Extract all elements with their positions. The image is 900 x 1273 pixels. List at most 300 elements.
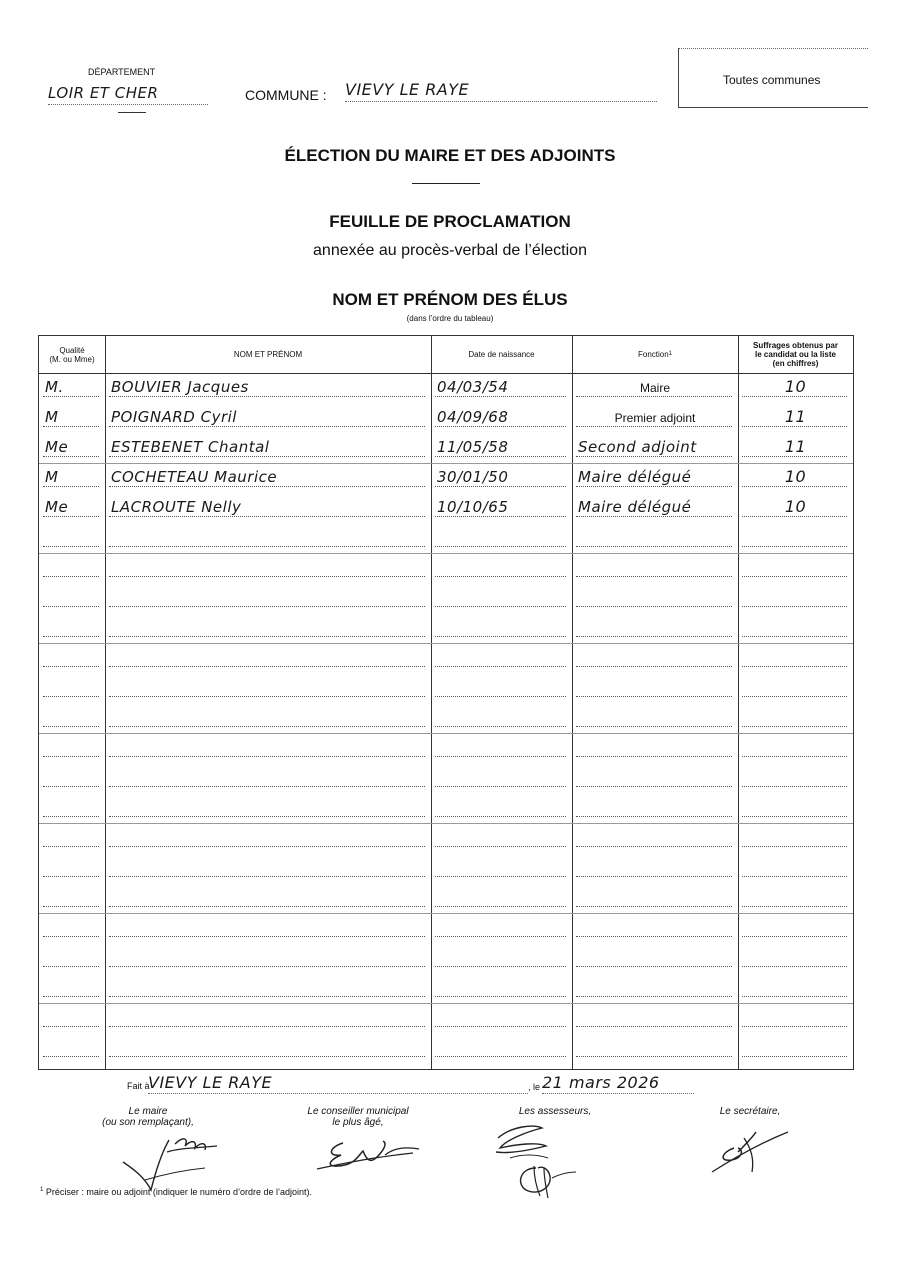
cell-fonction <box>572 1005 738 1031</box>
cell-qualite <box>39 555 105 581</box>
cell-fonction <box>572 615 738 641</box>
dotted-line <box>742 876 847 877</box>
footnote-number: 1 <box>40 1187 44 1193</box>
dotted-line <box>109 636 425 637</box>
dotted-line <box>109 876 425 877</box>
cell-fonction <box>572 705 738 731</box>
cell-fonction <box>572 435 738 461</box>
signature-conseiller-line2: le plus âgé, <box>332 1117 384 1128</box>
header-fonction <box>572 336 738 373</box>
dotted-line <box>435 606 566 607</box>
cell-fonction <box>572 1035 738 1061</box>
cell-qualite-value: M <box>45 408 59 426</box>
header-suffrages <box>738 336 853 373</box>
cell-nom <box>105 885 431 911</box>
cell-qualite <box>39 435 105 461</box>
table-row <box>39 493 853 523</box>
table-row-empty <box>39 1033 853 1063</box>
dotted-line <box>43 576 99 577</box>
table-row-empty <box>39 853 853 883</box>
table-row-empty <box>39 643 853 673</box>
dotted-line <box>109 786 425 787</box>
cell-suffrages-value: 10 <box>784 467 807 486</box>
cell-date <box>431 615 572 641</box>
dotted-line <box>742 1026 847 1027</box>
dotted-line <box>742 906 847 907</box>
cell-date <box>431 525 572 551</box>
cell-suffrages <box>738 645 853 671</box>
cell-suffrages-value: 10 <box>784 377 807 396</box>
cell-fonction <box>572 465 738 491</box>
cell-suffrages <box>738 495 853 521</box>
dotted-line <box>576 966 732 967</box>
table-row-empty <box>39 943 853 973</box>
cell-date <box>431 765 572 791</box>
cell-suffrages <box>738 1005 853 1031</box>
cell-nom <box>105 435 431 461</box>
dotted-line <box>109 426 425 427</box>
dotted-line <box>109 1056 425 1057</box>
footnote <box>40 1187 312 1197</box>
cell-qualite <box>39 885 105 911</box>
dotted-line <box>43 936 99 937</box>
dotted-line <box>109 996 425 997</box>
cell-suffrages <box>738 855 853 881</box>
table-row <box>39 463 853 493</box>
cell-nom <box>105 405 431 431</box>
dotted-line <box>435 846 566 847</box>
dotted-line <box>576 606 732 607</box>
dotted-line <box>435 666 566 667</box>
dotted-line <box>576 816 732 817</box>
cell-nom <box>105 975 431 1001</box>
cell-date <box>431 1005 572 1031</box>
table-row-empty <box>39 523 853 554</box>
dotted-line <box>109 516 425 517</box>
cell-date-value: 04/09/68 <box>437 408 509 426</box>
signature-secretaire-icon <box>708 1128 793 1178</box>
dotted-line <box>435 756 566 757</box>
cell-nom <box>105 585 431 611</box>
cell-fonction <box>572 405 738 431</box>
cell-date <box>431 795 572 821</box>
cell-qualite <box>39 525 105 551</box>
dotted-line <box>576 636 732 637</box>
dotted-line <box>576 1056 732 1057</box>
cell-nom-value: COCHETEAU Maurice <box>111 468 278 486</box>
signature-assesseur-icon <box>488 1118 578 1203</box>
dotted-line <box>43 426 99 427</box>
cell-nom <box>105 765 431 791</box>
cell-suffrages <box>738 735 853 761</box>
cell-suffrages <box>738 525 853 551</box>
cell-suffrages <box>738 615 853 641</box>
cell-date <box>431 975 572 1001</box>
table-row-empty <box>39 823 853 853</box>
cell-date <box>431 585 572 611</box>
dotted-line <box>742 936 847 937</box>
cell-suffrages <box>738 465 853 491</box>
cell-date <box>431 1035 572 1061</box>
cell-nom-value: ESTEBENET Chantal <box>111 438 270 456</box>
cell-qualite <box>39 495 105 521</box>
dotted-line <box>742 546 847 547</box>
cell-fonction <box>572 525 738 551</box>
dotted-line <box>109 756 425 757</box>
table-row-empty <box>39 583 853 613</box>
elus-table <box>38 335 854 1070</box>
dotted-line <box>435 996 566 997</box>
dotted-line <box>742 846 847 847</box>
cell-fonction <box>572 555 738 581</box>
dotted-line <box>576 876 732 877</box>
subtitle-annexee: annexée au procès-verbal de l’élection <box>313 242 587 259</box>
le-value: 21 mars 2026 <box>542 1073 694 1094</box>
cell-nom <box>105 735 431 761</box>
dotted-line <box>435 1056 566 1057</box>
dotted-line <box>109 1026 425 1027</box>
dotted-line <box>435 516 566 517</box>
dotted-line <box>435 456 566 457</box>
cell-fonction-value: Maire <box>639 381 670 395</box>
dotted-line <box>43 456 99 457</box>
cell-date <box>431 855 572 881</box>
header-nom: NOM ET PRÉNOM <box>233 350 303 359</box>
table-row <box>39 403 853 433</box>
cell-suffrages-value: 10 <box>784 497 807 516</box>
cell-suffrages <box>738 975 853 1001</box>
dotted-line <box>576 786 732 787</box>
cell-qualite <box>39 675 105 701</box>
table-row-empty <box>39 1003 853 1033</box>
commune-label: COMMUNE : <box>245 87 327 103</box>
cell-suffrages <box>738 675 853 701</box>
dotted-line <box>742 576 847 577</box>
cell-qualite-value: M <box>45 468 59 486</box>
cell-nom <box>105 705 431 731</box>
cell-nom <box>105 945 431 971</box>
table-row-empty <box>39 613 853 644</box>
cell-suffrages <box>738 585 853 611</box>
cell-qualite <box>39 915 105 941</box>
cell-qualite <box>39 705 105 731</box>
cell-suffrages <box>738 885 853 911</box>
table-row-empty <box>39 973 853 1004</box>
dotted-line <box>742 636 847 637</box>
cell-suffrages <box>738 405 853 431</box>
cell-qualite <box>39 945 105 971</box>
dotted-line <box>109 906 425 907</box>
cell-nom <box>105 1035 431 1061</box>
cell-nom-value: POIGNARD Cyril <box>111 408 237 426</box>
cell-qualite <box>39 795 105 821</box>
cell-qualite <box>39 375 105 401</box>
header-suffrages-line1: Suffrages obtenus par <box>753 341 838 350</box>
dotted-line <box>742 396 847 397</box>
footnote-text: Préciser : maire ou adjoint (indiquer le numéro d’ordre de l’adjoint). <box>45 1187 312 1197</box>
table-row <box>39 373 853 403</box>
fait-value: VIEVY LE RAYE <box>148 1073 528 1094</box>
dotted-line <box>576 1026 732 1027</box>
cell-nom <box>105 915 431 941</box>
cell-fonction <box>572 915 738 941</box>
cell-fonction <box>572 975 738 1001</box>
le-label: , le <box>528 1082 541 1092</box>
dotted-line <box>742 516 847 517</box>
dotted-line <box>43 966 99 967</box>
cell-nom <box>105 495 431 521</box>
table-row-empty <box>39 883 853 914</box>
dotted-line <box>43 636 99 637</box>
cell-nom <box>105 795 431 821</box>
title-divider <box>412 183 480 184</box>
dotted-line <box>576 936 732 937</box>
cell-suffrages <box>738 555 853 581</box>
header-fonction-sup: 1 <box>668 351 673 357</box>
cell-qualite <box>39 645 105 671</box>
dotted-line <box>435 966 566 967</box>
dotted-line <box>435 876 566 877</box>
commune-value: VIEVY LE RAYE <box>345 80 657 102</box>
cell-date <box>431 405 572 431</box>
dotted-line <box>576 996 732 997</box>
header-qualite-line1: Qualité <box>59 345 85 355</box>
dotted-line <box>576 756 732 757</box>
cell-nom <box>105 825 431 851</box>
cell-fonction <box>572 375 738 401</box>
table-row-empty <box>39 673 853 703</box>
dotted-line <box>435 546 566 547</box>
dotted-line <box>43 546 99 547</box>
cell-fonction <box>572 885 738 911</box>
dotted-line <box>742 1056 847 1057</box>
signature-conseiller-line1: Le conseiller municipal <box>307 1106 409 1117</box>
dotted-line <box>43 726 99 727</box>
cell-fonction <box>572 825 738 851</box>
cell-suffrages-value: 11 <box>784 437 807 456</box>
dotted-line <box>43 816 99 817</box>
cell-qualite <box>39 615 105 641</box>
cell-date <box>431 885 572 911</box>
dotted-line <box>742 606 847 607</box>
cell-fonction <box>572 585 738 611</box>
departement-underline <box>118 112 146 113</box>
table-row-empty <box>39 763 853 793</box>
dotted-line <box>435 426 566 427</box>
dotted-line <box>435 906 566 907</box>
dotted-line <box>435 696 566 697</box>
dotted-line <box>742 696 847 697</box>
dotted-line <box>435 786 566 787</box>
cell-qualite <box>39 855 105 881</box>
cell-qualite <box>39 975 105 1001</box>
departement-value: LOIR ET CHER <box>48 84 208 105</box>
dotted-line <box>742 486 847 487</box>
cell-qualite <box>39 465 105 491</box>
signature-label-maire <box>88 1106 208 1128</box>
dotted-line <box>109 696 425 697</box>
dotted-line <box>435 636 566 637</box>
dotted-line <box>576 516 732 517</box>
table-row <box>39 433 853 464</box>
cell-suffrages <box>738 705 853 731</box>
dotted-line <box>435 576 566 577</box>
dotted-line <box>109 486 425 487</box>
header-qualite-line2: (M. ou Mme) <box>49 354 95 364</box>
cell-fonction <box>572 765 738 791</box>
table-row-empty <box>39 793 853 824</box>
cell-nom <box>105 555 431 581</box>
cell-qualite <box>39 825 105 851</box>
cell-fonction <box>572 735 738 761</box>
cell-fonction <box>572 675 738 701</box>
cell-suffrages <box>738 795 853 821</box>
cell-nom <box>105 615 431 641</box>
dotted-line <box>43 996 99 997</box>
dotted-line <box>109 456 425 457</box>
dotted-line <box>742 966 847 967</box>
cell-date <box>431 465 572 491</box>
dotted-line <box>109 816 425 817</box>
title-nom-prenom: NOM ET PRÉNOM DES ÉLUS <box>332 290 568 309</box>
table-row-empty <box>39 733 853 763</box>
cell-date-value: 04/03/54 <box>437 378 509 396</box>
dotted-line <box>109 396 425 397</box>
cell-date <box>431 645 572 671</box>
cell-date <box>431 735 572 761</box>
signature-conseiller-icon <box>315 1133 425 1178</box>
cell-nom <box>105 1005 431 1031</box>
dotted-line <box>109 546 425 547</box>
dotted-line <box>576 696 732 697</box>
cell-fonction <box>572 495 738 521</box>
header-date: Date de naissance <box>468 350 535 359</box>
table-row-empty <box>39 553 853 583</box>
header-suffrages-line3: (en chiffres) <box>772 359 819 368</box>
dotted-line <box>435 396 566 397</box>
subtitle-ordre: (dans l’ordre du tableau) <box>406 314 494 323</box>
cell-date <box>431 945 572 971</box>
cell-qualite <box>39 765 105 791</box>
toutes-communes-text: Toutes communes <box>723 73 821 87</box>
cell-fonction-value: Second adjoint <box>578 438 697 456</box>
dotted-line <box>576 456 732 457</box>
signature-label-secretaire: Le secrétaire, <box>719 1106 781 1117</box>
cell-suffrages <box>738 915 853 941</box>
cell-nom-value: LACROUTE Nelly <box>111 498 242 516</box>
dotted-line <box>43 1026 99 1027</box>
dotted-line <box>742 786 847 787</box>
cell-suffrages <box>738 1035 853 1061</box>
cell-qualite <box>39 1005 105 1031</box>
header-suffrages-line2: le candidat ou la liste <box>755 350 836 359</box>
dotted-line <box>43 876 99 877</box>
cell-nom <box>105 645 431 671</box>
cell-fonction <box>572 795 738 821</box>
cell-date <box>431 435 572 461</box>
dotted-line <box>576 426 732 427</box>
cell-date <box>431 555 572 581</box>
dotted-line <box>576 546 732 547</box>
header-qualite <box>39 336 105 373</box>
signature-maire-line2: (ou son remplaçant), <box>102 1117 194 1128</box>
dotted-line <box>742 996 847 997</box>
dotted-line <box>576 846 732 847</box>
dotted-line <box>109 666 425 667</box>
dotted-line <box>742 726 847 727</box>
cell-date <box>431 915 572 941</box>
dotted-line <box>576 486 732 487</box>
cell-suffrages-value: 11 <box>784 407 807 426</box>
dotted-line <box>43 486 99 487</box>
cell-fonction-value: Maire délégué <box>578 468 692 486</box>
dotted-line <box>742 756 847 757</box>
dotted-line <box>576 666 732 667</box>
cell-nom <box>105 465 431 491</box>
cell-date-value: 11/05/58 <box>437 438 509 456</box>
cell-date <box>431 495 572 521</box>
cell-nom-value: BOUVIER Jacques <box>111 378 249 396</box>
cell-qualite-value: M. <box>45 378 64 396</box>
table-row-empty <box>39 913 853 943</box>
dotted-line <box>742 666 847 667</box>
cell-qualite <box>39 735 105 761</box>
cell-date <box>431 675 572 701</box>
dotted-line <box>43 756 99 757</box>
cell-suffrages <box>738 825 853 851</box>
cell-suffrages <box>738 375 853 401</box>
dotted-line <box>43 396 99 397</box>
cell-fonction <box>572 855 738 881</box>
dotted-line <box>742 816 847 817</box>
cell-date-value: 10/10/65 <box>437 498 509 516</box>
dotted-line <box>43 1056 99 1057</box>
cell-nom <box>105 375 431 401</box>
dotted-line <box>109 846 425 847</box>
dotted-line <box>109 966 425 967</box>
dotted-line <box>435 936 566 937</box>
cell-fonction <box>572 645 738 671</box>
dotted-line <box>43 906 99 907</box>
dotted-line <box>435 1026 566 1027</box>
cell-nom <box>105 855 431 881</box>
signature-label-assesseurs: Les assesseurs, <box>518 1106 592 1117</box>
dotted-line <box>435 816 566 817</box>
dotted-line <box>43 606 99 607</box>
dotted-line <box>43 516 99 517</box>
cell-fonction-value: Maire délégué <box>578 498 692 516</box>
dotted-line <box>109 726 425 727</box>
dotted-line <box>43 696 99 697</box>
dotted-line <box>109 576 425 577</box>
cell-fonction <box>572 945 738 971</box>
dotted-line <box>43 666 99 667</box>
dotted-line <box>576 576 732 577</box>
dotted-line <box>742 456 847 457</box>
dotted-line <box>109 606 425 607</box>
cell-date <box>431 705 572 731</box>
dotted-line <box>435 486 566 487</box>
dotted-line <box>109 936 425 937</box>
dotted-line <box>435 726 566 727</box>
dotted-line <box>43 786 99 787</box>
header-fonction-label: Fonction <box>637 350 669 359</box>
cell-qualite <box>39 1035 105 1061</box>
departement-label: DÉPARTEMENT <box>88 67 156 77</box>
cell-date <box>431 825 572 851</box>
fait-label: Fait à <box>127 1081 150 1091</box>
cell-qualite <box>39 585 105 611</box>
